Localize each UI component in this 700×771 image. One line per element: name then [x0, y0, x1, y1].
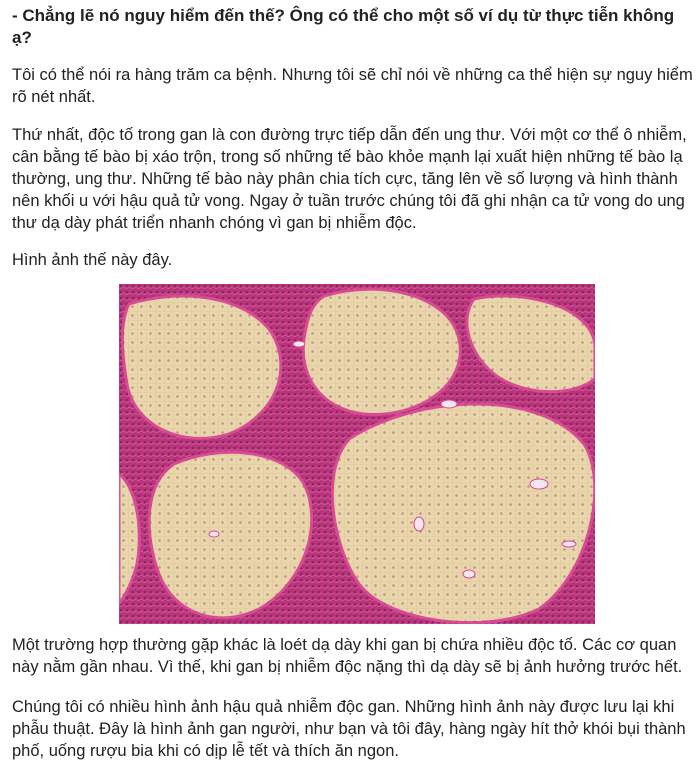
paragraph-ulcer: Một trường hợp thường gặp khác là loét dạ dày khi gan bị chứa nhiều độc tố. Các cơ quan này nằm gần nhau. Vì thế, khi gan bị nhiễm độc nặng thì dạ dày sẽ bị ảnh hưởng trước hết.: [12, 636, 683, 676]
paragraph-conclusion: Chúng tôi có nhiều hình ảnh hậu quả nhiễm độc gan. Những hình ảnh này được lưu lại khi phẫu thuật. Đây là hình ảnh gan người, như bạn và tôi đây, hàng ngày hít thở khói bụi thành phố, uống rượu bia khi có dịp lễ tết và thích ăn ngon.: [12, 698, 686, 760]
vessel-lumen-2: [441, 400, 457, 408]
vessel-lumen-4: [530, 479, 548, 489]
vessel-lumen-6: [209, 531, 219, 537]
nodule-texture-4: [332, 404, 594, 623]
paragraph-image-intro: Hình ảnh thế này đây.: [12, 251, 173, 269]
vessel-lumen-5: [463, 570, 475, 578]
vessel-lumen-1: [293, 341, 305, 347]
paragraph-intro: Tôi có thể nói ra hàng trăm ca bệnh. Nhưng tôi sẽ chỉ nói về những ca thể hiện sự nguy hiểm rõ nét nhất.: [12, 66, 693, 106]
liver-histology-image: [119, 284, 595, 624]
question-heading: - Chẳng lẽ nó nguy hiểm đến thế? Ông có thể cho một số ví dụ từ thực tiễn không ạ?: [12, 6, 675, 47]
vessel-lumen-3: [414, 517, 424, 531]
vessel-lumen-7: [562, 541, 576, 547]
micrograph-graphic: [119, 284, 595, 624]
paragraph-cancer: Thứ nhất, độc tố trong gan là con đường trực tiếp dẫn đến ung thư. Với một cơ thể ô nhiễm, cân bằng tế bào bị xáo trộn, trong số những tế bào khỏe mạnh lại xuất hiện những tế bào lạ thường, ung thư. Những tế bào này phân chia tích cực, tăng lên về số lượng và hình thành nên khối u với hậu quả tử vong. Ngay ở tuần trước chúng tôi đã ghi nhận ca tử vong do ung thư dạ dày phát triển nhanh chóng vì gan bị nhiễm độc.: [12, 126, 687, 232]
